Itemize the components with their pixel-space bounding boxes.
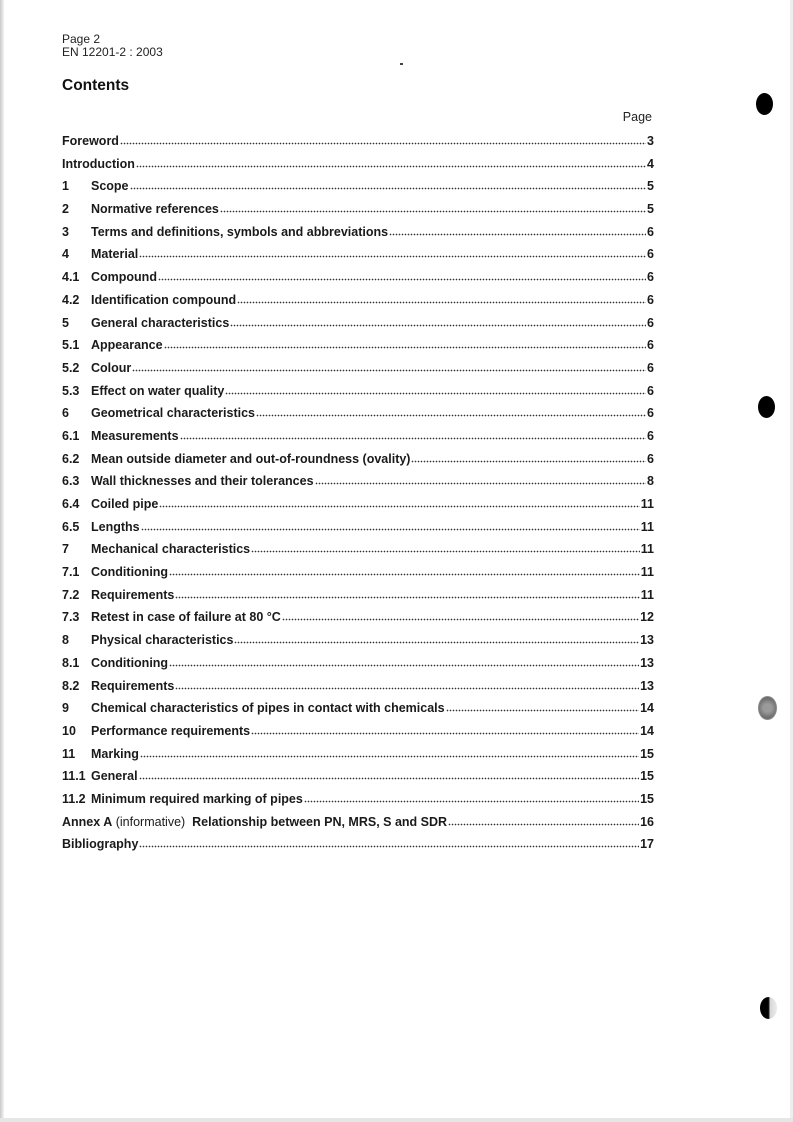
toc-entry-number: 10 <box>62 723 76 738</box>
toc-entry-number: 4.2 <box>62 292 80 307</box>
contents-heading: Contents <box>62 77 130 94</box>
toc-dot-leader <box>120 136 646 145</box>
toc-entry-page: 13 <box>640 633 654 648</box>
toc-entry-title: Geometrical characteristics <box>91 406 255 421</box>
toc-entry-page: 13 <box>640 655 654 670</box>
toc-dot-leader <box>139 771 640 780</box>
toc-entry-title: Wall thicknesses and their tolerances <box>91 474 314 489</box>
toc-entry-number: 8 <box>62 633 69 648</box>
toc-entry[interactable] <box>62 157 654 180</box>
toc-entry[interactable] <box>62 247 654 270</box>
toc-entry-title: Normative references <box>91 202 219 217</box>
toc-entry-title: Colour <box>91 360 132 375</box>
toc-entry[interactable] <box>62 202 654 225</box>
toc-entry-page: 8 <box>647 474 654 489</box>
toc-entry-title: Foreword <box>62 134 119 148</box>
toc-entry-number: 4.1 <box>62 270 80 285</box>
toc-dot-leader <box>130 181 647 190</box>
toc-entry[interactable] <box>62 701 654 724</box>
toc-entry-number: 5 <box>62 315 69 330</box>
toc-entry-page: 6 <box>647 428 654 443</box>
punch-hole <box>758 396 775 418</box>
toc-entry-title: Physical characteristics <box>91 633 234 648</box>
toc-dot-leader <box>389 227 646 236</box>
toc-entry-page: 13 <box>640 678 654 693</box>
toc-entry[interactable] <box>62 406 654 429</box>
toc-dot-leader <box>448 817 639 826</box>
toc-entry-page: 5 <box>647 179 654 194</box>
toc-entry-page: 6 <box>647 406 654 421</box>
toc-entry-number: 6 <box>62 406 69 421</box>
toc-entry-number: 8.2 <box>62 678 80 693</box>
toc-entry[interactable] <box>62 565 654 588</box>
toc-entry[interactable] <box>62 452 654 475</box>
punch-hole <box>758 696 777 720</box>
toc-entry-title: Requirements <box>91 587 175 602</box>
toc-entry-number: 11.1 <box>62 769 86 784</box>
toc-entry[interactable] <box>62 724 654 747</box>
toc-entry[interactable] <box>62 656 654 679</box>
toc-entry-number: 2 <box>62 202 69 217</box>
toc-entry-number: 6.3 <box>62 474 80 489</box>
toc-annex-label: Annex A <box>62 814 113 829</box>
toc-entry-page: 6 <box>647 224 654 239</box>
toc-entry-page: 15 <box>640 769 654 784</box>
toc-entry[interactable] <box>62 679 654 702</box>
toc-bibliography-title: Bibliography <box>62 837 139 852</box>
page-column-label: Page <box>622 110 652 124</box>
toc-dot-leader <box>411 454 646 463</box>
toc-entry[interactable] <box>62 474 654 497</box>
table-of-contents <box>62 134 654 860</box>
toc-dot-leader <box>159 499 639 508</box>
toc-entry-title: Conditioning <box>91 655 169 670</box>
toc-entry-number: 5.1 <box>62 338 80 353</box>
toc-dot-leader <box>164 340 646 349</box>
toc-entry-page: 11 <box>640 519 654 534</box>
toc-entry-number: 8.1 <box>62 655 80 670</box>
toc-entry-number: 7.3 <box>62 610 80 625</box>
toc-dot-leader <box>158 272 646 281</box>
toc-entry-title: Compound <box>91 270 157 285</box>
toc-dot-leader <box>230 318 646 327</box>
toc-entry[interactable] <box>62 542 654 565</box>
toc-entry-title: Terms and definitions, symbols and abbreviations <box>91 224 389 239</box>
toc-entry[interactable] <box>62 747 654 770</box>
toc-entry-page: 6 <box>647 247 654 262</box>
page-number-label: Page 2 <box>62 32 101 46</box>
punch-hole <box>760 997 777 1019</box>
toc-dot-leader <box>180 431 647 440</box>
toc-dot-leader <box>446 703 639 712</box>
standard-reference: EN 12201-2 : 2003 <box>62 45 163 59</box>
toc-entry[interactable] <box>62 179 654 202</box>
toc-entry-number: 7 <box>62 542 69 557</box>
toc-dot-leader <box>315 476 647 485</box>
toc-entry-page: 6 <box>647 360 654 375</box>
toc-entry-number: 7.2 <box>62 587 80 602</box>
toc-entry[interactable] <box>62 769 654 792</box>
toc-entry-title: Requirements <box>91 678 175 693</box>
toc-entry-page: 6 <box>647 315 654 330</box>
toc-entry[interactable] <box>62 520 654 543</box>
toc-entry-page: 6 <box>647 451 654 466</box>
toc-entry-title: Material <box>91 247 139 262</box>
toc-entry-number: 7.1 <box>62 565 80 580</box>
toc-dot-leader <box>304 794 639 803</box>
toc-dot-leader <box>175 681 639 690</box>
toc-entry-number: 6.1 <box>62 428 80 443</box>
toc-entry-title: General <box>91 769 138 784</box>
scan-edge-bottom <box>0 1118 793 1122</box>
toc-entry-number: 4 <box>62 247 69 262</box>
toc-entry[interactable] <box>62 316 654 339</box>
toc-entry-number: 3 <box>62 224 69 239</box>
toc-entry-bibliography[interactable] <box>62 837 654 860</box>
toc-entry[interactable] <box>62 293 654 316</box>
toc-entry[interactable] <box>62 270 654 293</box>
toc-dot-leader <box>234 635 639 644</box>
toc-dot-leader <box>251 726 639 735</box>
toc-entry-title: Marking <box>91 746 139 761</box>
toc-entry-title: Minimum required marking of pipes <box>91 791 303 806</box>
toc-entry-title: Mechanical characteristics <box>91 542 251 557</box>
toc-dot-leader <box>256 408 646 417</box>
toc-dot-leader <box>237 295 646 304</box>
toc-entry[interactable] <box>62 429 654 452</box>
scan-edge-left <box>0 0 4 1122</box>
toc-entry[interactable] <box>62 610 654 633</box>
toc-dot-leader <box>175 590 639 599</box>
toc-bibliography-page: 17 <box>640 837 654 852</box>
toc-entry-page: 6 <box>647 270 654 285</box>
toc-entry-title: Measurements <box>91 428 179 443</box>
toc-entry-title: Coiled pipe <box>91 497 159 511</box>
toc-entry-page: 11 <box>640 587 654 602</box>
toc-entry-number: 11 <box>62 746 76 761</box>
toc-dot-leader <box>282 612 639 621</box>
toc-entry-number: 9 <box>62 701 69 716</box>
toc-entry-annex-a[interactable] <box>62 815 654 838</box>
toc-entry-number: 6.4 <box>62 497 80 511</box>
toc-entry[interactable] <box>62 134 654 157</box>
toc-annex-title-text: Relationship between PN, MRS, S and SDR <box>192 814 448 829</box>
toc-entry-title: General characteristics <box>91 315 230 330</box>
toc-entry-title: Identification compound <box>91 292 237 307</box>
toc-entry-page: 14 <box>640 723 654 738</box>
toc-entry-page: 11 <box>640 542 654 557</box>
toc-entry-number: 6.2 <box>62 451 80 466</box>
toc-dot-leader <box>139 839 639 848</box>
toc-entry-title: Scope <box>91 179 129 194</box>
toc-entry-number: 5.2 <box>62 360 80 375</box>
toc-entry[interactable] <box>62 384 654 407</box>
toc-entry-title: Retest in case of failure at 80 °C <box>91 610 281 625</box>
toc-entry-title: Lengths <box>91 519 140 534</box>
toc-dot-leader <box>220 204 646 213</box>
toc-entry-number: 6.5 <box>62 519 80 534</box>
punch-hole <box>756 93 773 115</box>
toc-annex-qualifier: (informative) <box>115 814 186 829</box>
toc-dot-leader <box>139 249 646 258</box>
toc-entry-title: Appearance <box>91 338 163 353</box>
toc-entry-page: 14 <box>640 701 654 716</box>
toc-entry[interactable] <box>62 338 654 361</box>
toc-dot-leader <box>225 386 646 395</box>
toc-entry-page: 11 <box>640 497 654 511</box>
page-header <box>62 33 163 59</box>
toc-annex-title <box>112 815 447 829</box>
toc-entry-title: Performance requirements <box>91 723 251 738</box>
toc-entry-page: 6 <box>647 383 654 398</box>
toc-dot-leader <box>136 159 646 168</box>
toc-dot-leader <box>132 363 646 372</box>
toc-entry-page: 15 <box>640 791 654 806</box>
toc-entry[interactable] <box>62 792 654 815</box>
toc-entry-number: 1 <box>62 179 69 194</box>
toc-entry-page: 11 <box>640 565 654 580</box>
toc-dot-leader <box>251 544 640 553</box>
toc-entry-page: 15 <box>640 746 654 761</box>
toc-entry-page: 5 <box>647 202 654 217</box>
toc-entry-number: 11.2 <box>62 791 86 806</box>
toc-entry-number: 5.3 <box>62 383 80 398</box>
toc-entry-page: 12 <box>640 610 654 625</box>
toc-entry[interactable] <box>62 361 654 384</box>
toc-entry[interactable] <box>62 497 654 520</box>
toc-dot-leader <box>140 749 639 758</box>
scan-speck <box>400 63 403 65</box>
toc-dot-leader <box>141 522 640 531</box>
toc-dot-leader <box>169 567 640 576</box>
toc-entry-title: Mean outside diameter and out-of-roundness (ovality) <box>91 451 411 466</box>
toc-dot-leader <box>169 658 639 667</box>
toc-entry-title: Conditioning <box>91 565 169 580</box>
toc-entry[interactable] <box>62 225 654 248</box>
toc-entry-title: Effect on water quality <box>91 383 225 398</box>
toc-entry[interactable] <box>62 633 654 656</box>
toc-annex-page: 16 <box>640 814 654 829</box>
toc-entry-page: 6 <box>647 292 654 307</box>
toc-entry-title: Introduction <box>62 156 135 171</box>
toc-entry-title: Chemical characteristics of pipes in contact with chemicals <box>91 701 445 716</box>
toc-entry-page: 3 <box>647 134 654 148</box>
toc-entry-page: 4 <box>647 156 654 171</box>
toc-entry-page: 6 <box>647 338 654 353</box>
toc-entry[interactable] <box>62 588 654 611</box>
